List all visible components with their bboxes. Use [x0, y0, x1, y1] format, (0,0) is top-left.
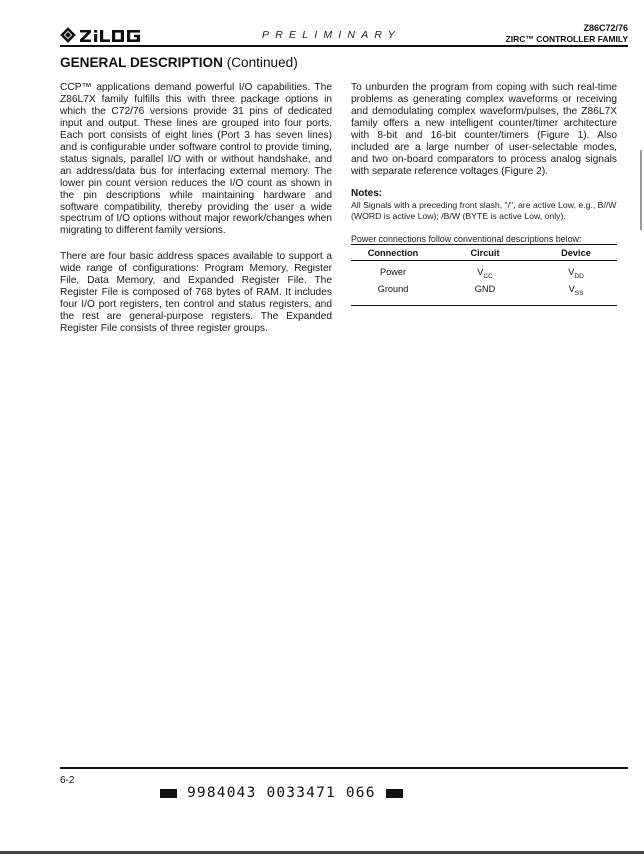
- device-subscript: DD: [574, 273, 584, 280]
- table-row: [351, 266, 617, 283]
- barcode-block-right: [386, 789, 403, 798]
- footer-rule: [60, 767, 628, 769]
- section-title-suffix: (Continued): [226, 55, 298, 70]
- device-symbol: V: [568, 284, 575, 294]
- power-table: [351, 244, 617, 306]
- table-header-cell: Connection: [367, 247, 419, 258]
- barcode: [160, 783, 403, 803]
- table-header-cell: Device: [561, 247, 591, 258]
- barcode-number: 9984043 0033471 066: [187, 785, 376, 801]
- scan-bottom-line: [0, 851, 644, 854]
- circuit-symbol: V: [477, 267, 484, 277]
- circuit-subscript: CC: [483, 273, 493, 280]
- device-subscript: SS: [574, 290, 584, 297]
- table-cell-device: [535, 266, 617, 283]
- table-row: [351, 283, 617, 300]
- col1-paragraph-1: CCP™ applications demand powerful I/O capabilities. The Z86L7X family fulfills this with three package options in which the C72/76 versions provide 31 pins of dedicated input and output. These lines are grouped into four ports. Each port consists of eight lines (Port 3 has seven lines) and is configurable under software control to provide timing, status signals, parallel I/O with or without handshake, and an address/data bus for interfacing external memory. The lower pin count version reduces the I/O count as shown in the pin descriptions while maintaining hardware and software compatibility, thereby providing the user a wide spectrum of I/O options without major rework/changes when migrating to different family versions.: [60, 82, 332, 237]
- scan-edge-mark: [640, 150, 642, 230]
- device-symbol: V: [568, 267, 575, 277]
- family-name: ZIRC™ CONTROLLER FAMILY: [505, 34, 628, 44]
- preliminary-label: PRELIMINARY: [262, 29, 401, 41]
- page-number: 6-2: [60, 775, 75, 786]
- notes-heading: Notes:: [351, 188, 383, 199]
- header-rule: [60, 45, 628, 47]
- table-cell-connection: Ground: [377, 284, 409, 294]
- section-title: [60, 55, 298, 70]
- table-cell-circuit: GND: [474, 284, 496, 294]
- section-title-bold: GENERAL DESCRIPTION: [60, 55, 223, 70]
- zilog-logo: [60, 26, 146, 44]
- col1-paragraph-2: There are four basic address spaces available to support a wide range of configurations: Program Memory, Register File, Data Memory, and Expanded Register File. The Register File is composed of 768 bytes of RAM. It includes four I/O port registers, ten control and status registers, and the rest are general-purpose registers. The Expanded Register File consists of three register groups.: [60, 251, 332, 334]
- table-cell-connection: Power: [379, 267, 407, 277]
- barcode-block-left: [160, 789, 177, 798]
- col2-paragraph-1: To unburden the program from coping with such real-time problems as generating complex waveforms or receiving and demodulating complex waveform/pulses, the Z86L7X family offers a new intelligent counter/timer architecture with 8-bit and 16-bit counter/timers (Figure 1). Also included are a large number of user-selectable modes, and two on-board comparators to process analog signals with separate reference voltages (Figure 2).: [351, 82, 617, 177]
- power-intro: Power connections follow conventional descriptions below:: [351, 234, 582, 244]
- table-cell-device: [535, 283, 617, 300]
- notes-body: All Signals with a preceding front slash, "/", are active Low, e.g., B//W (WORD is active Low); /B/W (BYTE is active Low, only).: [351, 200, 617, 221]
- part-number: Z86C72/76: [583, 23, 628, 33]
- table-header-cell: Circuit: [470, 247, 500, 258]
- table-body: [351, 261, 617, 305]
- zilog-logo-icon: [60, 26, 146, 44]
- table-header-row: [351, 245, 617, 261]
- table-cell-circuit: [435, 266, 535, 283]
